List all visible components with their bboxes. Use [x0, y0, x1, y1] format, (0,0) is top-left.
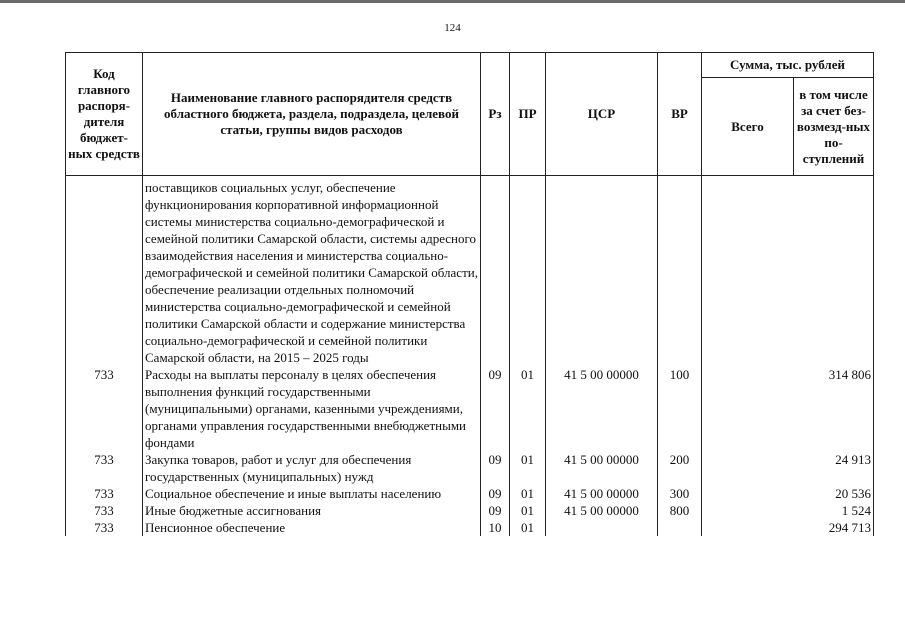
cell-pr: 01	[510, 451, 546, 485]
cell-total: 1 524	[702, 502, 874, 519]
cell-code: 733	[66, 451, 143, 485]
cell-pr	[510, 176, 546, 367]
cell-name: Пенсионное обеспечение	[143, 519, 481, 536]
cell-name: поставщиков социальных услуг, обеспечение функционирования корпоративной информационной системы министерства социально-демографической и семейной политики Самарской области, системы адресного взаимодействия населения и министерства социально-демографической и семейной политики Самарской области, обеспечение реализации отдельных полномочий министерства социально-демографической и семейной политики Самарской области и содержание министерства социально-демографической и семейной политики Самарской области, на 2015 – 2025 годы	[143, 176, 481, 367]
cell-total	[702, 176, 874, 367]
cell-code: 733	[66, 519, 143, 536]
cell-pr: 01	[510, 519, 546, 536]
table-row	[66, 502, 874, 519]
cell-rz: 10	[481, 519, 510, 536]
cell-vr: 200	[658, 451, 702, 485]
cell-total: 20 536	[702, 485, 874, 502]
cell-csr: 41 5 00 00000	[546, 485, 658, 502]
cell-vr	[658, 176, 702, 367]
top-rule	[0, 0, 905, 3]
table-row	[66, 519, 874, 536]
page-number: 124	[444, 22, 461, 34]
cell-rz: 09	[481, 366, 510, 451]
cell-vr: 800	[658, 502, 702, 519]
cell-code: 733	[66, 485, 143, 502]
cell-pr: 01	[510, 502, 546, 519]
cell-pr: 01	[510, 485, 546, 502]
header-pr: ПР	[510, 53, 546, 176]
header-csr: ЦСР	[546, 53, 658, 176]
table-row	[66, 485, 874, 502]
header-name: Наименование главного распорядителя средств областного бюджета, раздела, подраздела, целевой статьи, группы видов расходов	[143, 53, 481, 176]
cell-name: Социальное обеспечение и иные выплаты населению	[143, 485, 481, 502]
cell-pr: 01	[510, 366, 546, 451]
cell-csr: 41 5 00 00000	[546, 451, 658, 485]
cell-total: 24 913	[702, 451, 874, 485]
cell-csr: 41 5 00 00000	[546, 366, 658, 451]
cell-total: 314 806	[702, 366, 874, 451]
header-rz: Рз	[481, 53, 510, 176]
cell-csr: 41 5 00 00000	[546, 502, 658, 519]
cell-code: 733	[66, 366, 143, 451]
table-row	[66, 176, 874, 367]
table-row	[66, 451, 874, 485]
cell-vr: 300	[658, 485, 702, 502]
cell-name: Иные бюджетные ассигнования	[143, 502, 481, 519]
cell-name: Расходы на выплаты персоналу в целях обеспечения выполнения функций государственными (муниципальными) органами, казенными учреждениями, органами управления государственными внебюджетными фондами	[143, 366, 481, 451]
cell-vr	[658, 519, 702, 536]
cell-code	[66, 176, 143, 367]
cell-total: 294 713	[702, 519, 874, 536]
cell-rz: 09	[481, 485, 510, 502]
cell-vr: 100	[658, 366, 702, 451]
header-incl: в том числе за счет без-возмезд-ных по-ступлений	[794, 78, 874, 176]
cell-csr	[546, 176, 658, 367]
header-total: Всего	[702, 78, 794, 176]
header-code: Код главного распоря-дителя бюджет-ных средств	[66, 53, 143, 176]
header-vr: ВР	[658, 53, 702, 176]
cell-code: 733	[66, 502, 143, 519]
header-sum: Сумма, тыс. рублей	[702, 53, 874, 78]
table-row	[66, 366, 874, 451]
cell-csr	[546, 519, 658, 536]
cell-rz: 09	[481, 502, 510, 519]
cell-rz	[481, 176, 510, 367]
cell-rz: 09	[481, 451, 510, 485]
cell-name: Закупка товаров, работ и услуг для обеспечения государственных (муниципальных) нужд	[143, 451, 481, 485]
budget-table	[65, 52, 874, 536]
